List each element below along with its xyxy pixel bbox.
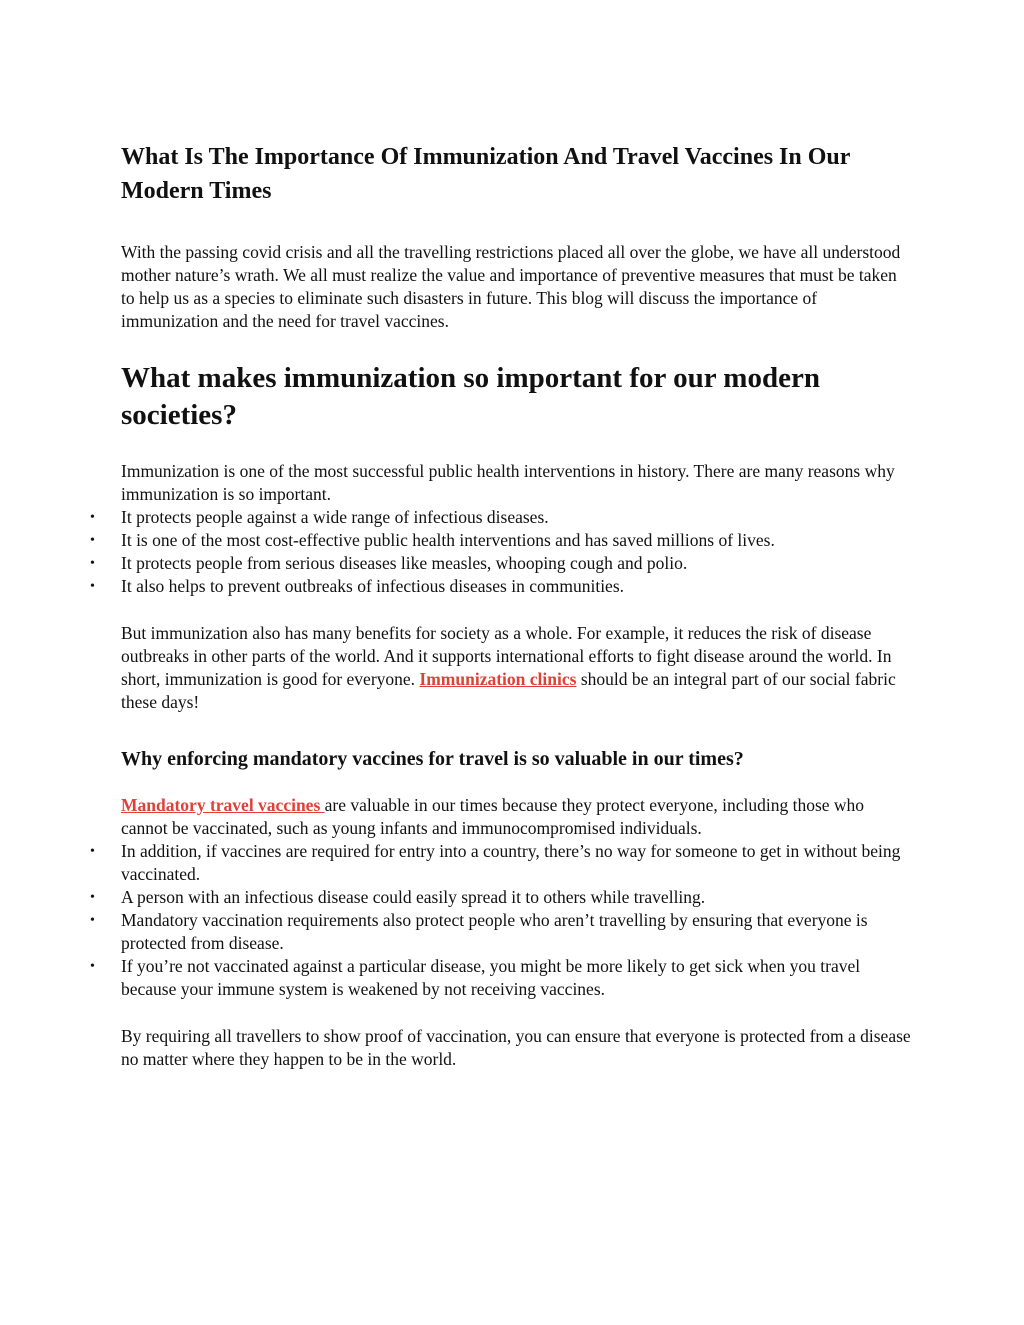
section1-heading: What makes immunization so important for our modern societies? — [121, 362, 820, 431]
section2-closing-paragraph: By requiring all travellers to show proof of vaccination, you can ensure that everyone is protected from a disease no matter where they happen to be in the world. — [121, 1026, 911, 1069]
list-item — [90, 552, 911, 575]
section2-paragraph-text: are valuable in our times because they protect everyone, including those who cannot be vaccinated, such as young infants and immunocompromised individuals. — [121, 795, 865, 838]
intro-paragraph: With the passing covid crisis and all the travelling restrictions placed all over the globe, we have all understood mother nature’s wrath. We all must realize the value and importance of preventive measures that must be taken to help us as a species to eliminate such disasters in future. This blog will discuss the importance of immunization and the need for travel vaccines. — [121, 242, 901, 331]
bullet-icon: • — [90, 913, 95, 928]
list-item-text: It protects people from serious diseases like measles, whooping cough and polio. — [121, 553, 688, 573]
bullet-icon: • — [90, 890, 95, 905]
list-item — [90, 840, 911, 886]
document-content — [90, 140, 911, 1071]
list-item-text: It also helps to prevent outbreaks of infectious diseases in communities. — [121, 576, 625, 596]
section1-paragraph: Immunization is one of the most successful public health interventions in history. There are many reasons why immunization is so important. — [121, 461, 895, 504]
document-title: What Is The Importance Of Immunization And Travel Vaccines In Our Modern Times — [121, 144, 850, 204]
list-item-text: A person with an infectious disease could easily spread it to others while travelling. — [121, 887, 706, 907]
list-item — [90, 575, 911, 598]
section1-closing-paragraph — [121, 622, 911, 714]
list-item-text: Mandatory vaccination requirements also protect people who aren’t travelling by ensuring that everyone is protected from disease. — [121, 910, 868, 953]
section2-bullet-list — [90, 840, 911, 1001]
list-item-text: It protects people against a wide range of infectious diseases. — [121, 507, 549, 527]
bullet-icon: • — [90, 556, 95, 571]
section1-closing-text: But immunization also has many benefits for society as a whole. For example, it reduces the risk of disease outbreaks in other parts of the world. And it supports international efforts to fight disease around the world. In short, immunization is good for everyone. — [121, 623, 892, 689]
list-item — [90, 529, 911, 552]
list-item-text: In addition, if vaccines are required for entry into a country, there’s no way for someone to get in without being vaccinated. — [121, 841, 901, 884]
bullet-icon: • — [90, 533, 95, 548]
bullet-icon: • — [90, 844, 95, 859]
bullet-icon: • — [90, 959, 95, 974]
bullet-icon: • — [90, 510, 95, 525]
section2-heading: Why enforcing mandatory vaccines for travel is so valuable in our times? — [121, 748, 744, 770]
mandatory-travel-vaccines-link[interactable]: Mandatory travel vaccines — [121, 795, 325, 815]
section1-closing-tail: should be an integral part of our social fabric these days! — [121, 669, 896, 712]
list-item-text: If you’re not vaccinated against a particular disease, you might be more likely to get sick when you travel because your immune system is weakened by not receiving vaccines. — [121, 956, 861, 999]
section1-bullet-list — [90, 506, 911, 598]
immunization-clinics-link[interactable]: Immunization clinics — [419, 669, 577, 689]
bullet-icon: • — [90, 579, 95, 594]
list-item — [90, 506, 911, 529]
list-item-text: It is one of the most cost-effective public health interventions and has saved millions of lives. — [121, 530, 775, 550]
section2-paragraph — [121, 794, 911, 840]
list-item — [90, 909, 911, 955]
list-item — [90, 886, 911, 909]
list-item — [90, 955, 911, 1001]
